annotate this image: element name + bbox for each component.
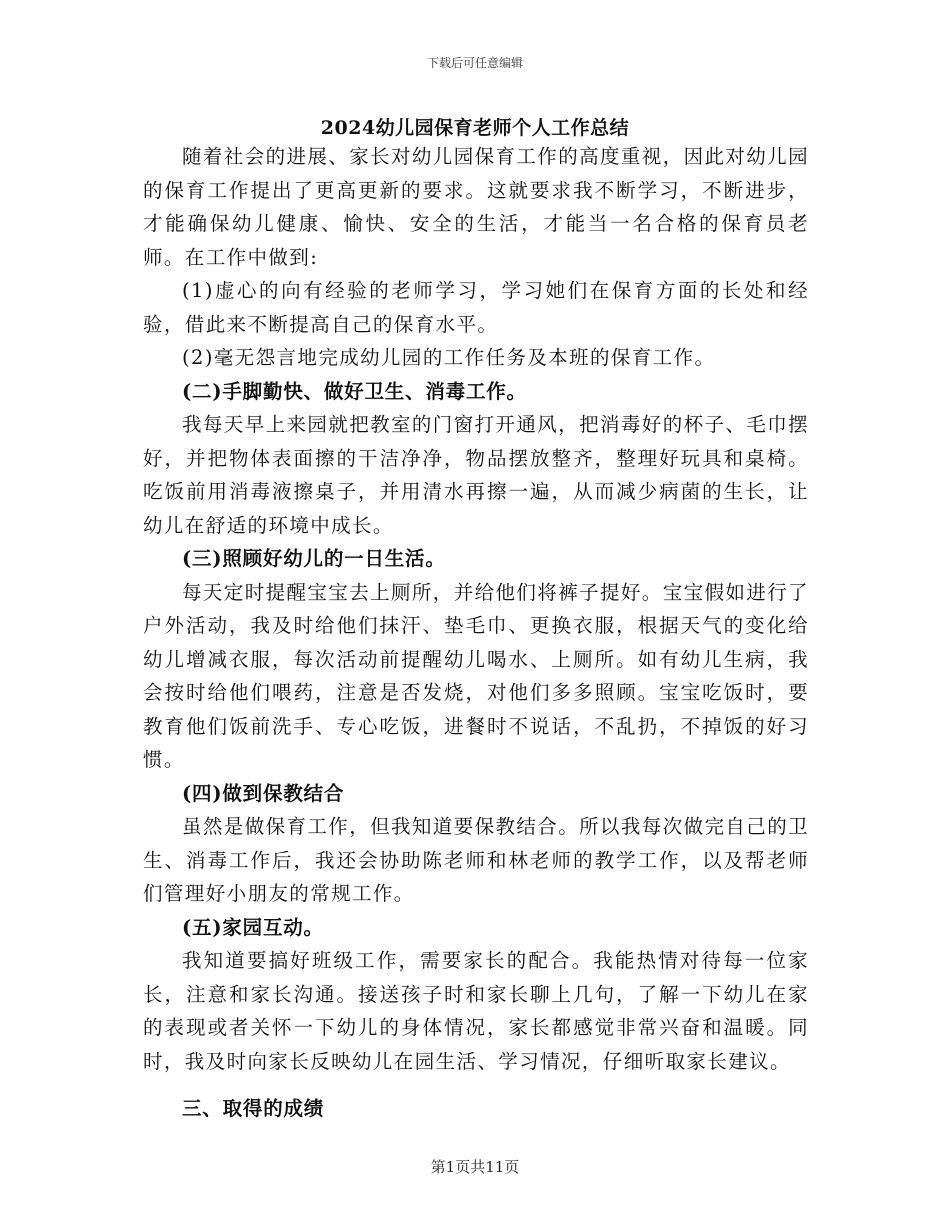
page-number-footer: 第1页共11页	[430, 1158, 520, 1176]
document-title: 2024幼儿园保育老师个人工作总结	[320, 117, 630, 139]
paragraph-daily-care: 每天定时提醒宝宝去上厕所，并给他们将裤子提好。宝宝假如进行了户外活动，我及时给他们抹汗、垫毛巾、更换衣服，根据天气的变化给幼儿增减衣服，每次活动前提醒幼儿喝水、上厕所。如有幼儿生病，我会按时给他们喂药，注意是否发烧，对他们多多照顾。宝宝吃饭时，要教育他们饭前洗手、专心吃饭，进餐时不说话，不乱扔，不掉饭的好习惯。	[143, 580, 810, 771]
paragraph-care-education: 虽然是做保育工作，但我知道要保教结合。所以我每次做完自己的卫生、消毒工作后，我还会协助陈老师和林老师的教学工作，以及帮老师们管理好小朋友的常规工作。	[143, 815, 810, 905]
section-heading-achievements: 三、取得的成绩	[182, 1097, 325, 1120]
paragraph-home-school: 我知道要搞好班级工作，需要家长的配合。我能热情对待每一位家长，注意和家长沟通。接送孩子时和家长聊上几句，了解一下幼儿在家的表现或者关怀一下幼儿的身体情况，家长都感觉非常兴奋和温暖。同时，我及时向家长反映幼儿在园生活、学习情况，仔细听取家长建议。	[143, 949, 809, 1073]
section-heading-2: (二)手脚勤快、做好卫生、消毒工作。	[182, 379, 527, 403]
paragraph-intro: 随着社会的进展、家长对幼儿园保育工作的高度重视，因此对幼儿园的保育工作提出了更高更新的要求。这就要求我不断学习，不断进步，才能确保幼儿健康、愉快、安全的生活，才能当一名合格的保育员老师。在工作中做到:	[143, 145, 810, 269]
paragraph-item-2: (2)毫无怨言地完成幼儿园的工作任务及本班的保育工作。	[182, 346, 716, 369]
paragraph-item-1: (1)虚心的向有经验的老师学习，学习她们在保育方面的长处和经验，借此来不断提高自己的保育水平。	[143, 279, 809, 336]
section-heading-3: (三)照顾好幼儿的一日生活。	[182, 547, 446, 570]
document-body	[143, 140, 809, 1126]
section-heading-5: (五)家园互动。	[182, 915, 324, 939]
section-heading-4: (四)做到保教结合	[182, 781, 345, 805]
paragraph-hygiene: 我每天早上来园就把教室的门窗打开通风，把消毒好的杯子、毛巾摆好，并把物体表面擦的干洁净净，物品摆放整齐，整理好玩具和桌椅。吃饭前用消毒液擦桌子，并用清水再擦一遍，从而减少病菌的生长，让幼儿在舒适的环境中成长。	[143, 413, 810, 537]
header-note: 下载后可任意编辑	[426, 56, 523, 70]
